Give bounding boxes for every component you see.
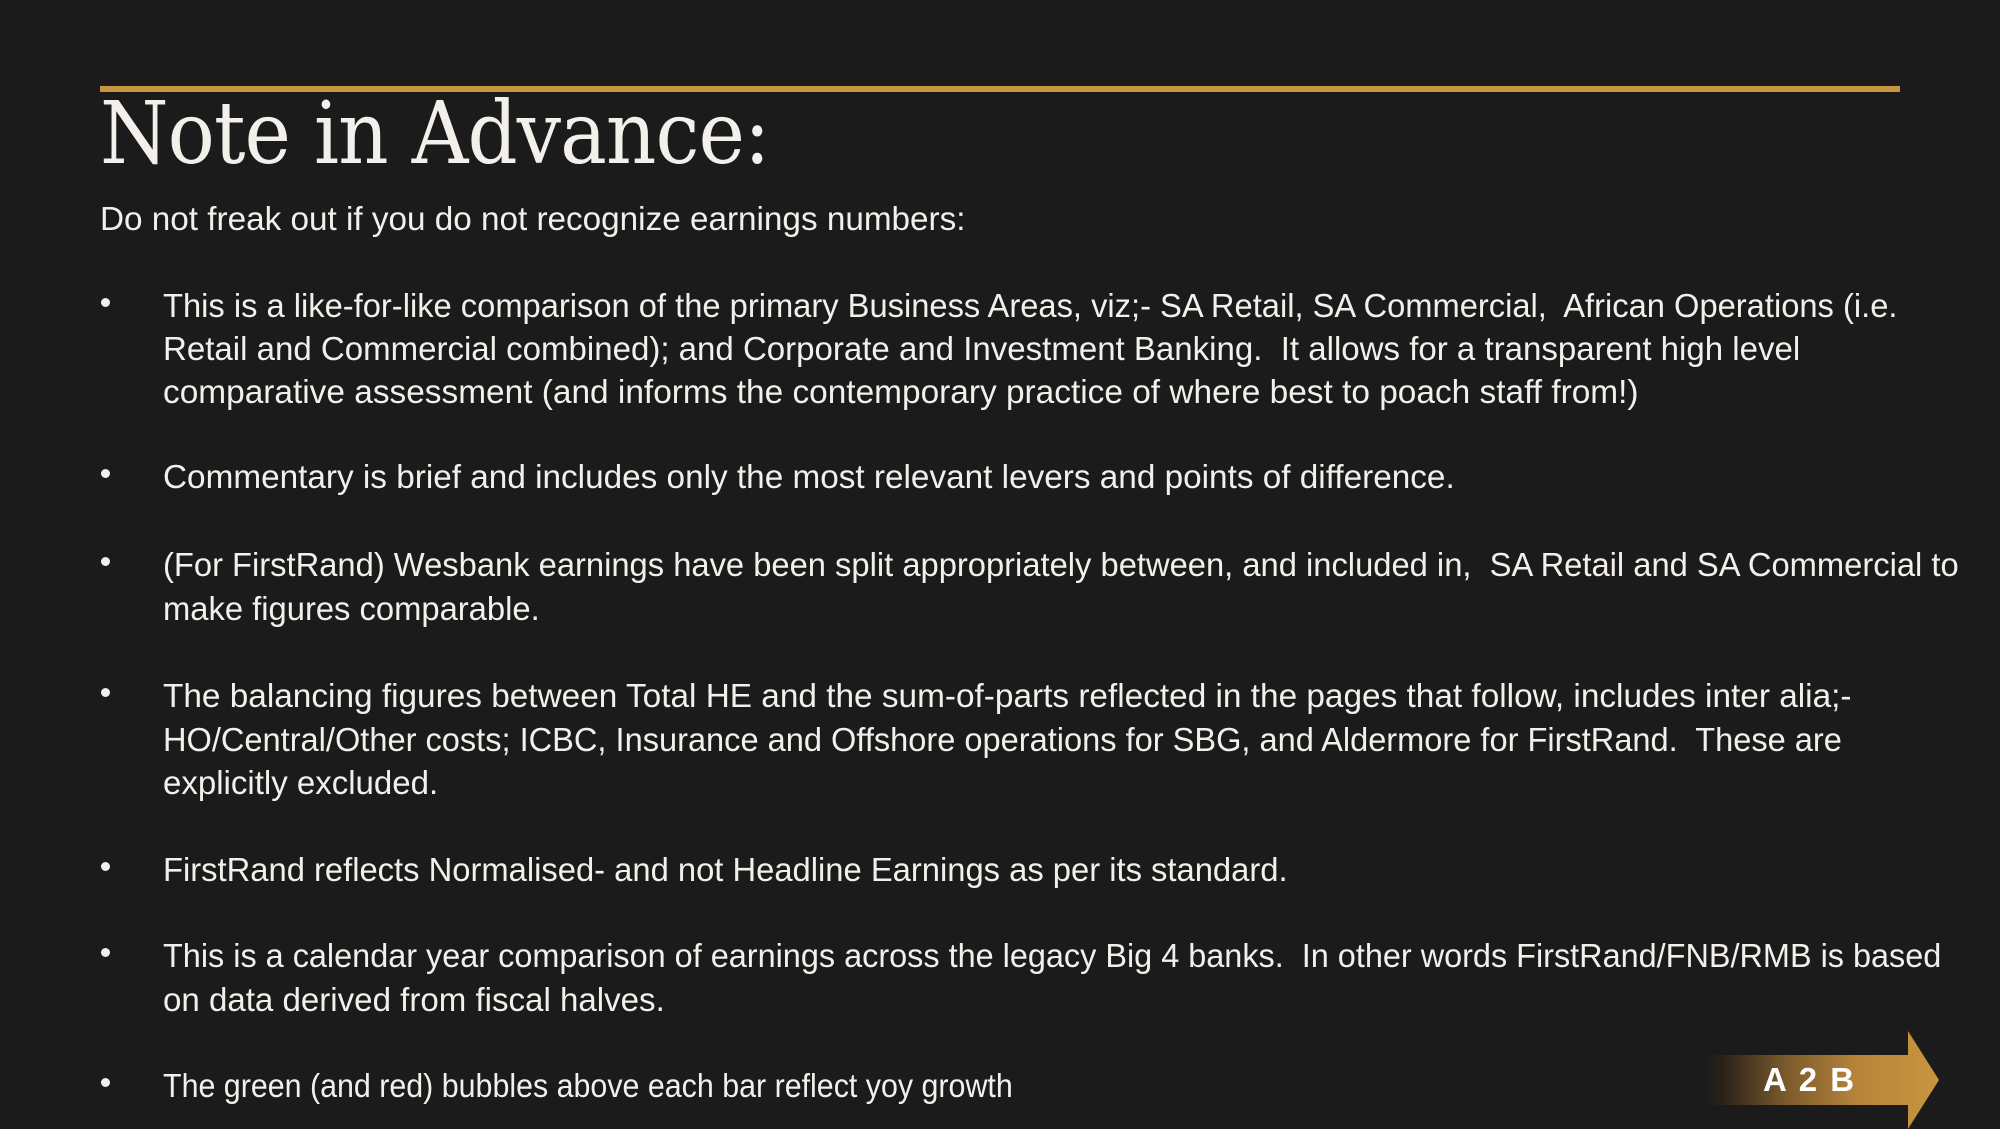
bullet-text-line: This is a like-for-like comparison of the primary Business Areas, viz;- SA Retail, SA Commercial, African Operations (i.e.: [163, 287, 1898, 324]
bullet-text-line: explicitly excluded.: [163, 764, 439, 801]
bullet-text-line: FirstRand reflects Normalised- and not Headline Earnings as per its standard.: [163, 851, 1288, 888]
bullet-icon: [101, 298, 110, 307]
bullet-text-line: Commentary is brief and includes only the most relevant levers and points of difference.: [163, 458, 1455, 495]
a2b-logo-label: A 2 B: [1763, 1061, 1857, 1098]
bullet-text-line: The balancing figures between Total HE and the sum-of-parts reflected in the pages that follow, includes inter alia;-: [163, 677, 1852, 714]
bullet-icon: [101, 862, 110, 871]
page-title: Note in Advance:: [100, 84, 770, 184]
bullet-text-line: The green (and red) bubbles above each bar reflect yoy growth: [163, 1067, 1013, 1104]
bullet-icon: [101, 948, 110, 957]
bullet-text-line: Retail and Commercial combined); and Corporate and Investment Banking. It allows for a transparent high level: [163, 330, 1801, 367]
bullet-icon: [101, 469, 110, 478]
bullet-icon: [101, 557, 110, 566]
bullet-text-line: on data derived from fiscal halves.: [163, 981, 665, 1018]
bullet-text-line: (For FirstRand) Wesbank earnings have been split appropriately between, and included in, SA Retail and SA Commercial to: [163, 546, 1959, 583]
bullet-text-line: comparative assessment (and informs the contemporary practice of where best to poach staff from!): [163, 373, 1639, 410]
bullet-icon: [101, 688, 110, 697]
bullet-text-line: This is a calendar year comparison of earnings across the legacy Big 4 banks. In other words FirstRand/FNB/RMB is based: [163, 937, 1942, 974]
bullet-icon: [101, 1078, 110, 1087]
bullet-text-line: HO/Central/Other costs; ICBC, Insurance and Offshore operations for SBG, and Aldermore for FirstRand. These are: [163, 721, 1842, 758]
bullet-text-line: make figures comparable.: [163, 590, 540, 627]
subtitle-text: Do not freak out if you do not recognize earnings numbers:: [100, 200, 966, 237]
